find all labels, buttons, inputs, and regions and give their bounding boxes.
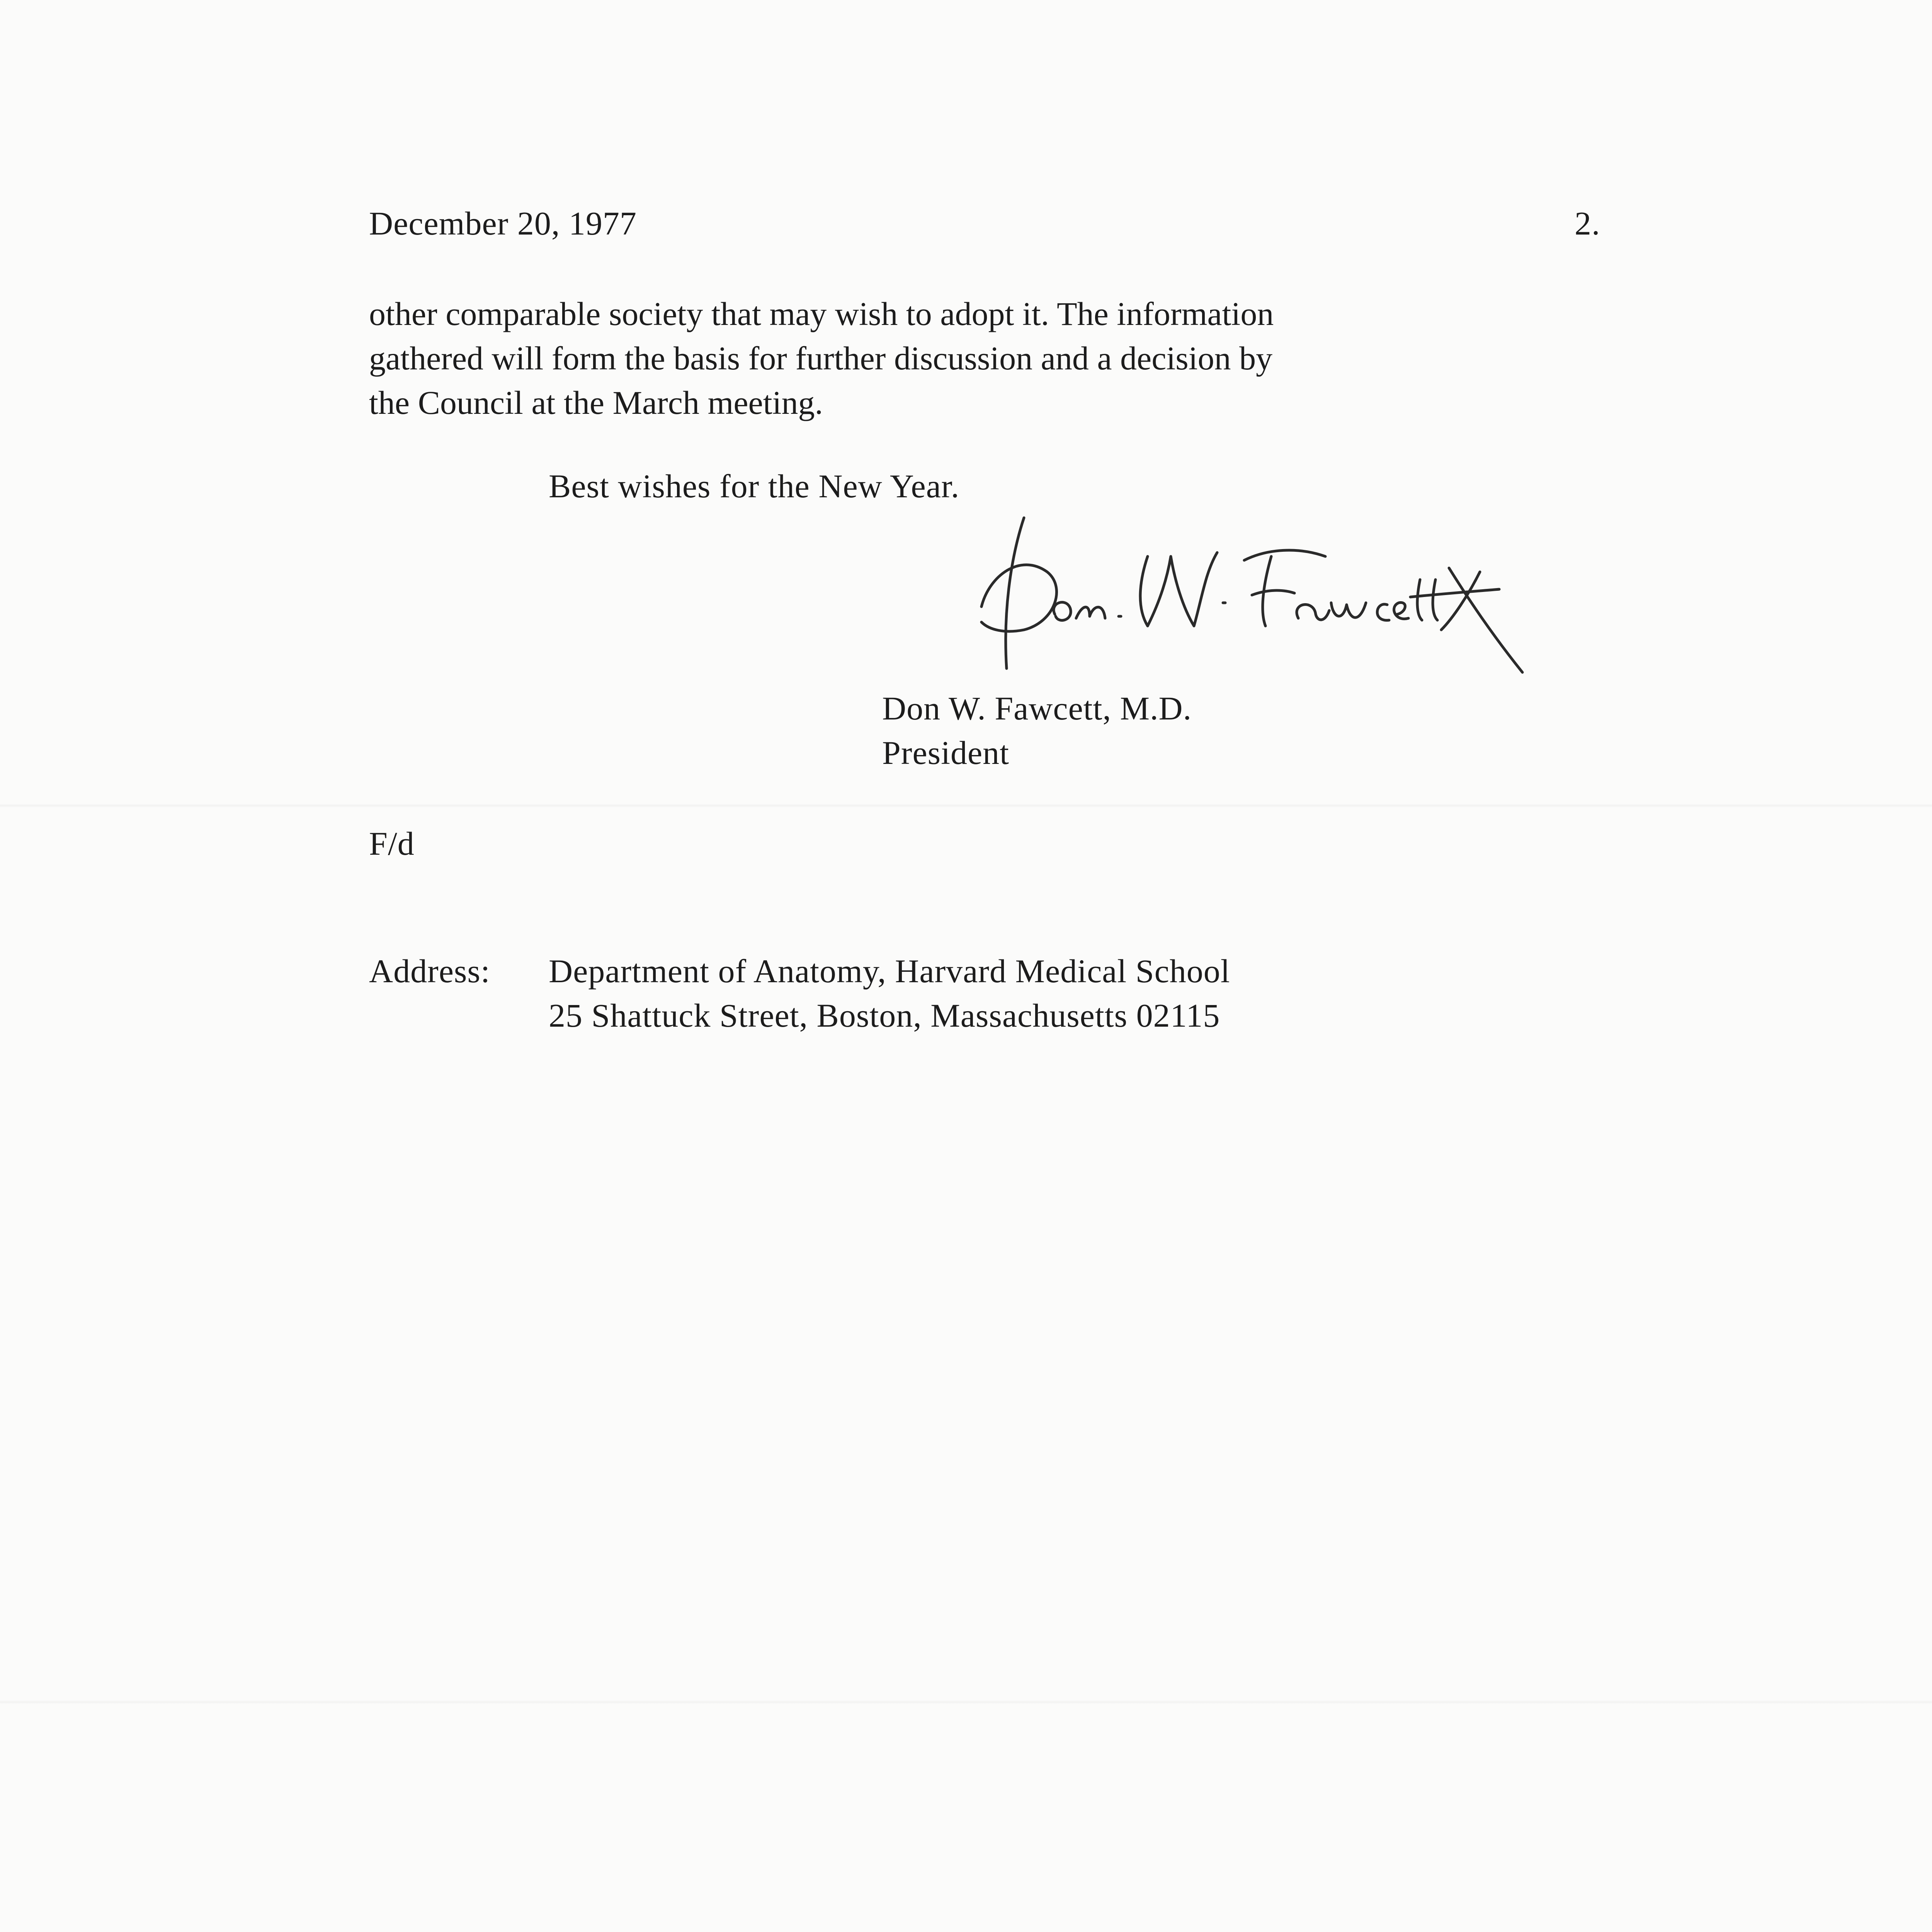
- page-number: 2.: [1575, 205, 1600, 242]
- signatory-title: President: [882, 734, 1010, 771]
- body-line: other comparable society that may wish to adopt it. The information: [369, 295, 1274, 332]
- body-line: the Council at the March meeting.: [369, 384, 823, 421]
- paper-fold-line: [0, 1700, 1932, 1704]
- address-line-2: 25 Shattuck Street, Boston, Massachusetts 02115: [549, 997, 1220, 1034]
- signatory-name: Don W. Fawcett, M.D.: [882, 690, 1192, 727]
- closing-line: Best wishes for the New Year.: [549, 468, 960, 505]
- typist-initials: F/d: [369, 825, 415, 862]
- handwritten-signature: [966, 506, 1538, 688]
- letter-date: December 20, 1977: [369, 205, 637, 242]
- paper-fold-line: [0, 804, 1932, 808]
- body-line: gathered will form the basis for further discussion and a decision by: [369, 340, 1273, 377]
- letter-body: [369, 292, 1575, 425]
- address-line-1: Department of Anatomy, Harvard Medical School: [549, 952, 1230, 990]
- address-label: Address:: [369, 952, 490, 990]
